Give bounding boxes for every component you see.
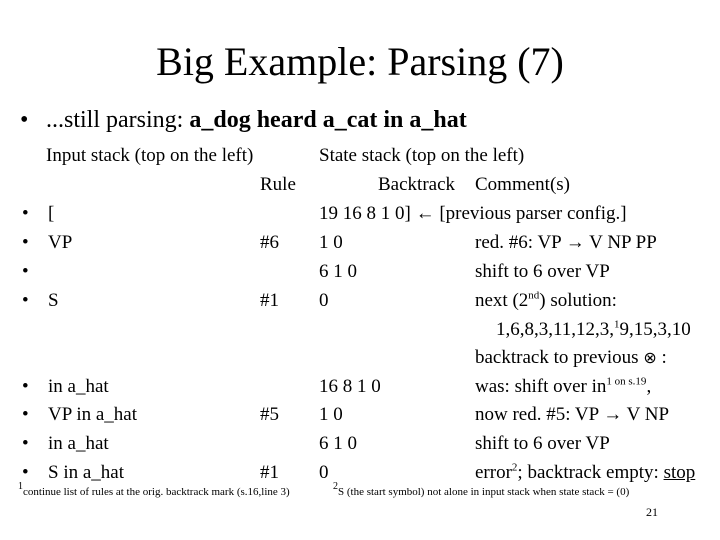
stop-link[interactable]: stop <box>663 462 696 483</box>
backtrack-header: Backtrack <box>378 174 456 195</box>
table-row: • <box>22 290 29 311</box>
solution-superscript: 1 <box>614 318 620 331</box>
input-stack-header: Input stack (top on the left) <box>46 145 254 166</box>
comment-cell <box>475 289 617 313</box>
comment-cell: shift to 6 over VP <box>475 261 610 282</box>
backtrack-note <box>475 346 667 370</box>
table-row: • <box>22 462 29 483</box>
state-cell: 1 0 <box>319 404 343 425</box>
page-number: 21 <box>646 505 658 519</box>
subtitle-prefix: ...still parsing: <box>46 107 190 133</box>
state-cell: 16 8 1 0 <box>319 376 381 397</box>
comments-header: Comment(s) <box>475 174 570 195</box>
backtrack-text: backtrack to previous <box>475 347 644 368</box>
bullet: • <box>20 107 29 133</box>
comment-cell: shift to 6 over VP <box>475 433 610 454</box>
table-row: • <box>22 232 29 253</box>
state-cell: 6 1 0 <box>319 261 357 282</box>
rule-cell: #5 <box>260 404 279 425</box>
comment-text: error <box>475 462 512 483</box>
input-cell: S <box>48 290 59 311</box>
table-row: • <box>22 261 29 282</box>
comment-superscript: 2 <box>511 461 518 474</box>
solution-text: 1,6,8,3,11,12,3, <box>496 319 615 340</box>
table-row <box>22 202 29 226</box>
comment-cell: red. #6: VP → V NP PP <box>475 232 657 253</box>
input-cell: [ <box>48 203 55 224</box>
comment-cell: now red. #5: VP → V NP <box>475 404 670 425</box>
footnote-text: continue list of rules at the orig. backtrack mark (s.16,line 3) <box>23 486 290 498</box>
comment-text: was: shift over in <box>475 376 607 397</box>
input-cell: in a_hat <box>48 376 109 397</box>
footnote-text: S (the start symbol) not alone in input stack when state stack = (0) <box>338 486 630 498</box>
slide-title: Big Example: Parsing (7) <box>156 39 564 84</box>
input-cell: in a_hat <box>48 433 109 454</box>
comment-text-after: ; backtrack empty: <box>517 462 664 483</box>
state-cell: 0 <box>319 290 329 311</box>
table-row: • <box>22 433 29 454</box>
input-cell: VP <box>48 232 73 253</box>
comment-cell <box>475 461 695 485</box>
footnote-1 <box>18 481 290 499</box>
table-row: • <box>22 404 29 425</box>
rule-cell: #1 <box>260 462 279 483</box>
input-cell: S in a_hat <box>48 462 124 483</box>
footnote-mark: 1 <box>18 481 23 492</box>
rule-cell: #1 <box>260 290 279 311</box>
comment-cell <box>475 375 651 399</box>
comment-text-after: ) solution: <box>539 290 617 311</box>
rule-cell: #6 <box>260 232 279 253</box>
rule-header: Rule <box>260 174 296 195</box>
footnote-mark: 2 <box>333 481 338 492</box>
comment-superscript: nd <box>528 289 540 302</box>
example-sentence: a_dog heard a_cat in a_hat <box>189 107 467 133</box>
solution-sequence <box>496 318 691 342</box>
subtitle-bullet-line <box>20 104 467 136</box>
comment-text: next (2 <box>475 290 529 311</box>
solution-text-after: 9,15,3,10 <box>619 319 691 340</box>
circled-times-icon: ⊗ <box>643 348 657 367</box>
state-stack-header: State stack (top on the left) <box>319 145 525 166</box>
footnote-2 <box>333 481 630 499</box>
input-cell: VP in a_hat <box>48 404 138 425</box>
state-cell: 0 <box>319 462 329 483</box>
state-cell: 1 0 <box>319 232 343 253</box>
comment-text-after: , <box>646 376 652 397</box>
backtrack-text-after: : <box>656 347 667 368</box>
comment-superscript: 1 on s.19 <box>606 375 647 388</box>
state-cell: 19 16 8 1 0] ← [previous parser config.] <box>319 203 627 224</box>
state-cell: 6 1 0 <box>319 433 357 454</box>
table-row: • <box>22 376 29 397</box>
row-bullet: • <box>22 203 29 224</box>
